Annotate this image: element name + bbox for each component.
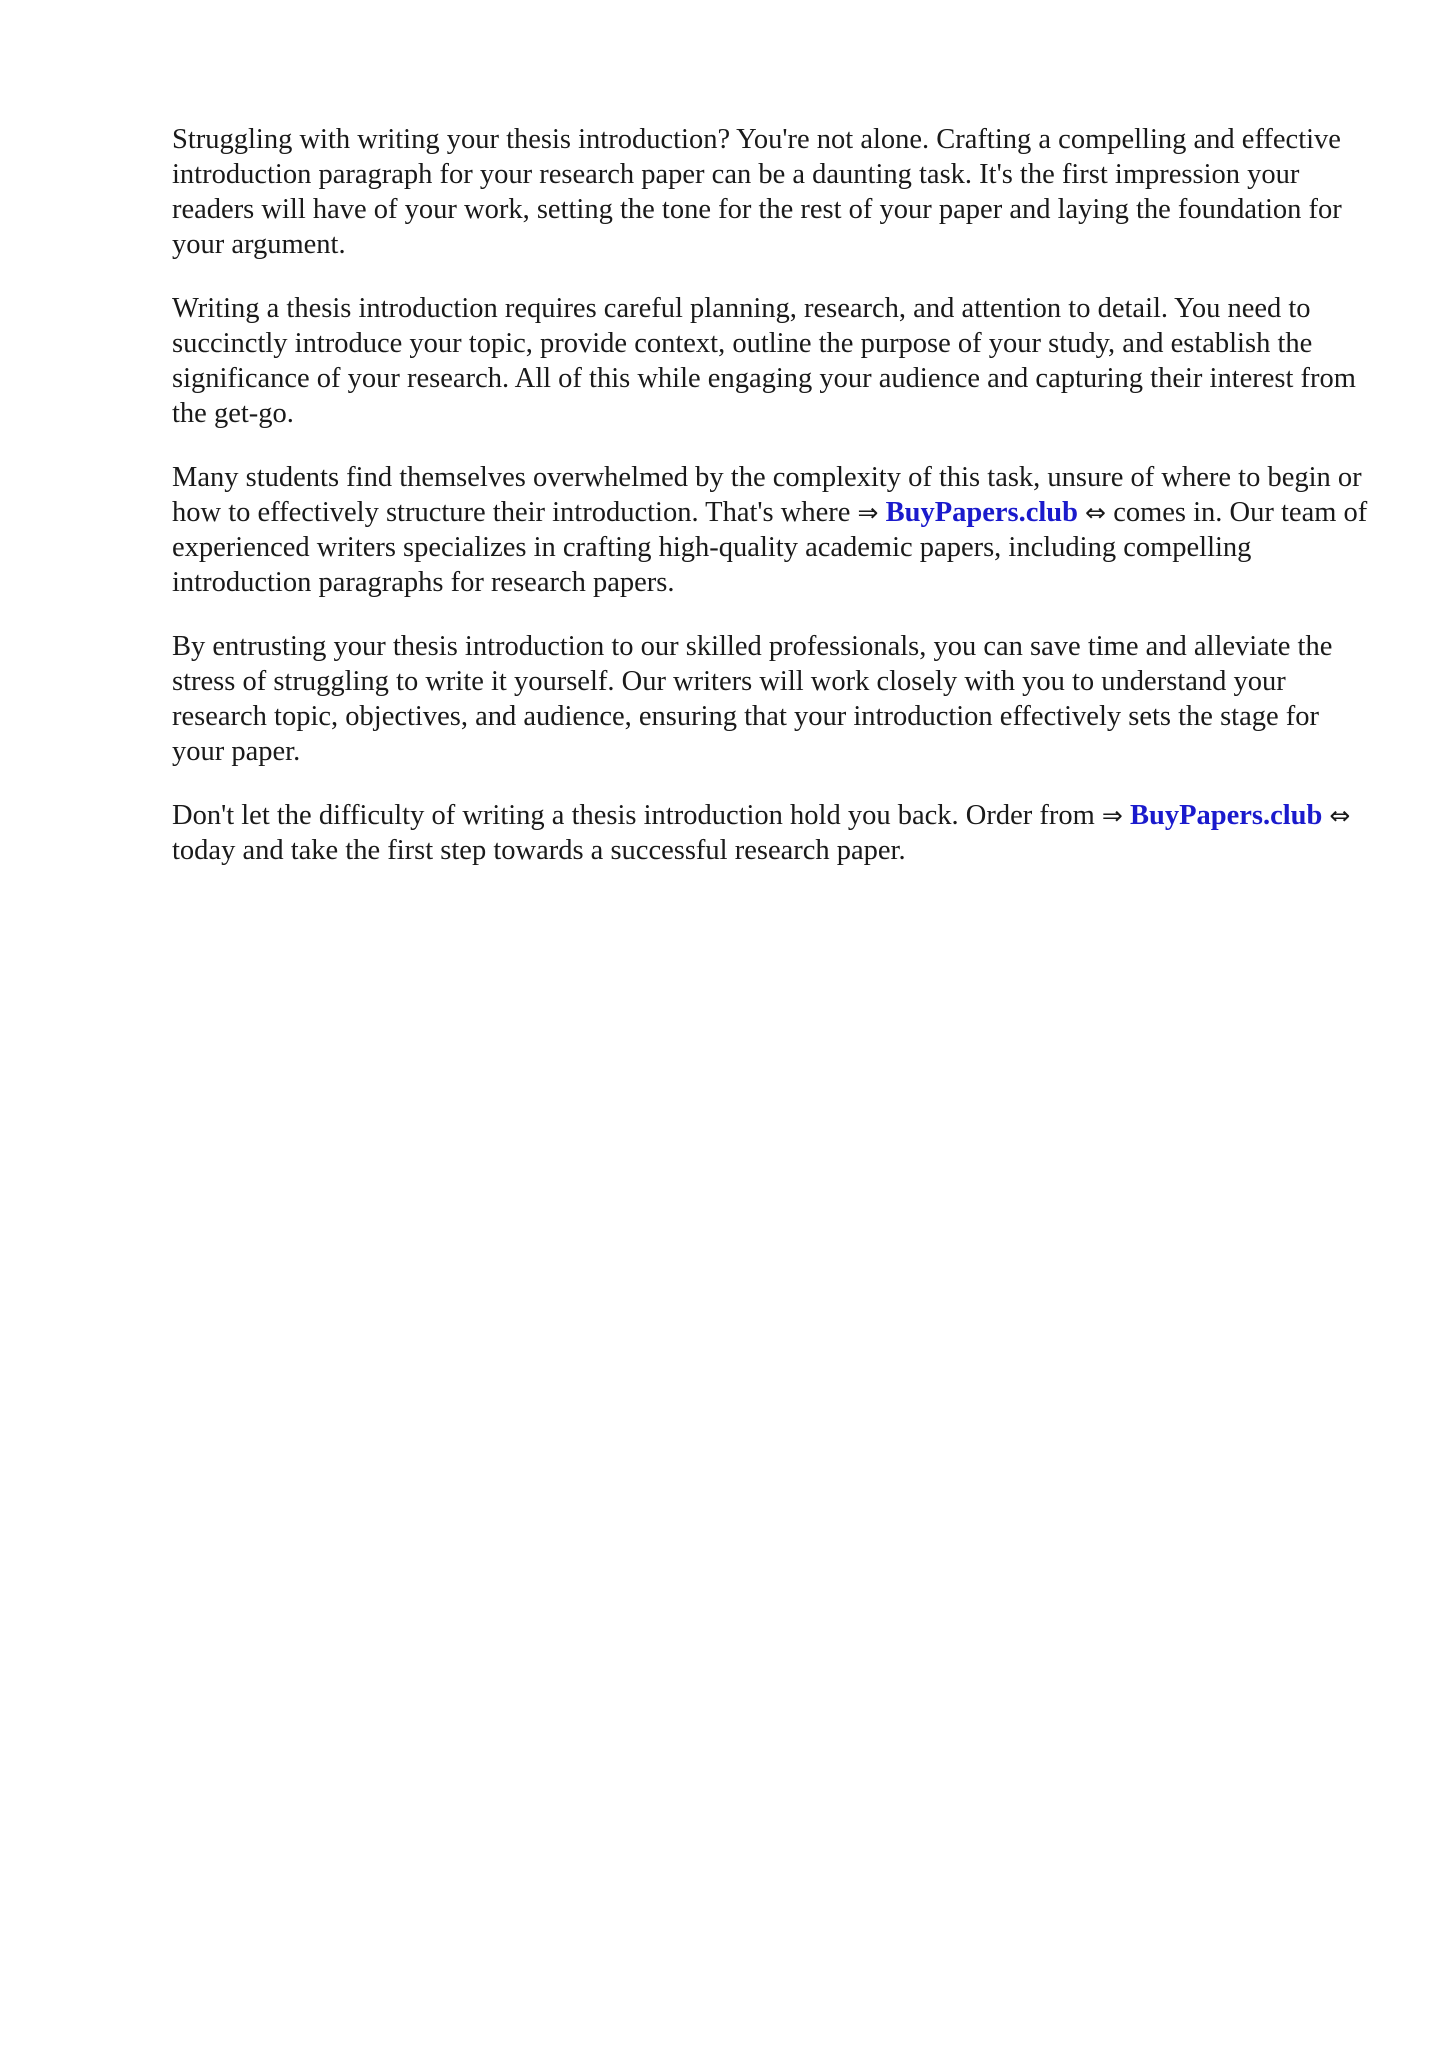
- document-body: [172, 122, 1372, 897]
- paragraph-students: [172, 460, 1372, 600]
- buypapers-link[interactable]: BuyPapers.club: [1129, 800, 1323, 831]
- paragraph-requirements-text: Writing a thesis introduction requires careful planning, research, and attention to detail. You need to succinctly introduce your topic, provide context, outline the purpose of your study, and establish the significance of your research. All of this while engaging your audience and capturing their interest from the get-go.: [172, 293, 1356, 429]
- right-double-arrow-icon: ⇒: [1101, 801, 1123, 830]
- buypapers-link[interactable]: BuyPapers.club: [885, 497, 1078, 528]
- paragraph-intro-text: Struggling with writing your thesis introduction? You're not alone. Crafting a compelling and effective introduction paragraph for your research paper can be a daunting task. It's the first impression your readers will have of your work, setting the tone for the rest of your paper and laying the foundation for your argument.: [172, 124, 1342, 260]
- paragraph-professionals-text: By entrusting your thesis introduction to our skilled professionals, you can save time and alleviate the stress of struggling to write it yourself. Our writers will work closely with you to understand your research topic, objectives, and audience, ensuring that your introduction effectively sets the stage for your paper.: [172, 631, 1333, 767]
- paragraph-professionals: [172, 629, 1372, 769]
- paragraph-intro: [172, 122, 1372, 262]
- paragraph-requirements: [172, 291, 1372, 431]
- left-right-double-arrow-icon: ⇔: [1085, 498, 1107, 527]
- right-double-arrow-icon: ⇒: [857, 498, 879, 527]
- paragraph-students-text-after: comes in. Our team of experienced writers specializes in crafting high-quality academic papers, including compelling introduction paragraphs for research papers.: [172, 497, 1368, 598]
- left-right-double-arrow-icon: ⇔: [1329, 801, 1351, 830]
- paragraph-call-to-action: [172, 798, 1372, 868]
- paragraph-cta-text-before: Don't let the difficulty of writing a thesis introduction hold you back. Order from: [172, 800, 1102, 831]
- paragraph-cta-text-after: today and take the first step towards a successful research paper.: [172, 835, 906, 866]
- paragraph-students-text-before: Many students find themselves overwhelmed by the complexity of this task, unsure of where to begin or how to effectively structure their introduction. That's where: [172, 462, 1362, 528]
